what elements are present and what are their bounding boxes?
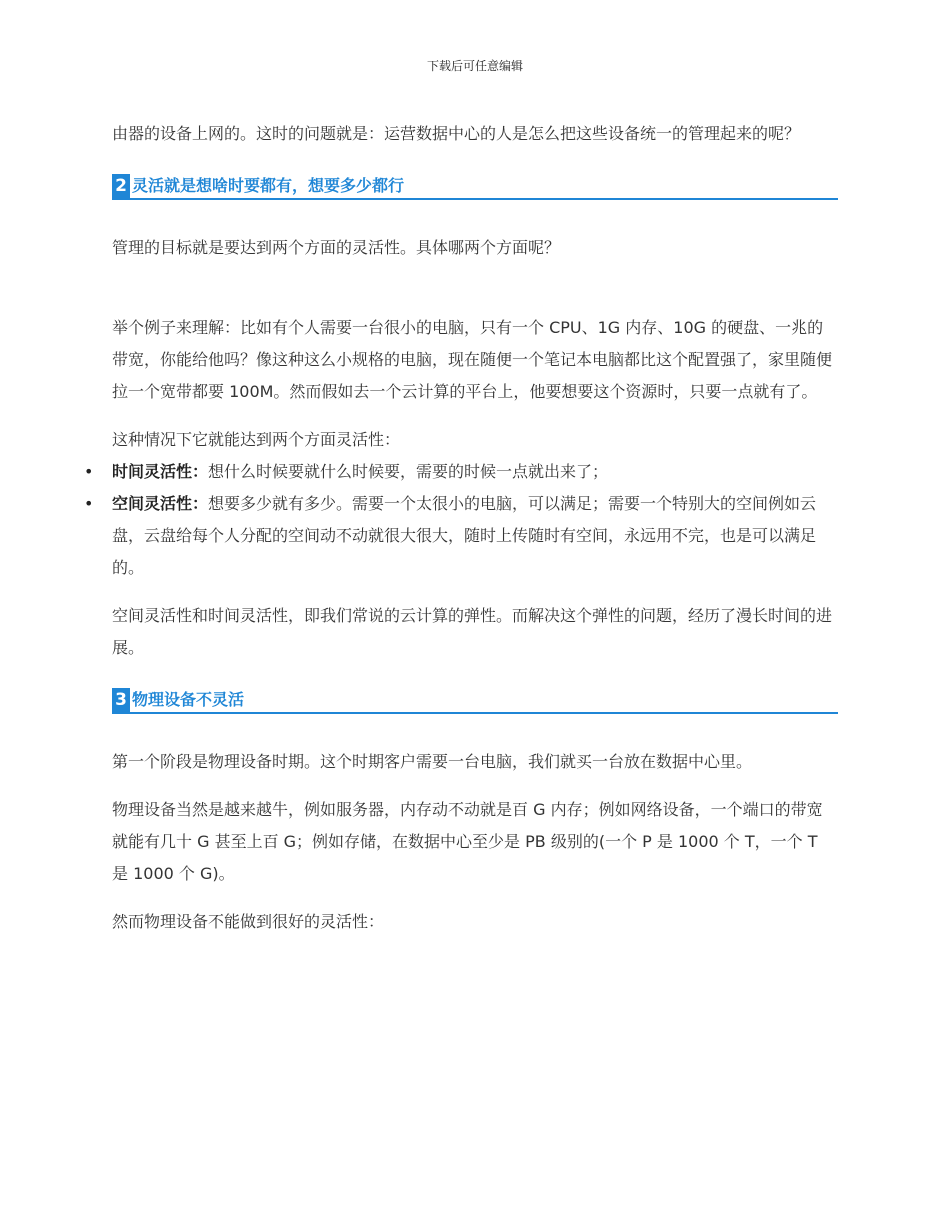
paragraph-physical-inflexible: 然而物理设备不能做到很好的灵活性： <box>112 912 385 931</box>
section-heading-2 <box>112 174 838 200</box>
document-body <box>84 118 838 938</box>
section-heading-3 <box>112 688 838 714</box>
section-title: 物理设备不灵活 <box>132 690 245 709</box>
bullet-text: 想要多少就有多少。需要一个太很小的电脑，可以满足；需要一个特别大的空间例如云盘，云盘给每个人分配的空间动不动就很大很大，随时上传随时有空间，永远用不完，也是可以满足的。 <box>112 494 817 577</box>
bullet-icon: • <box>84 462 94 481</box>
spacer <box>112 584 838 600</box>
section-number-badge: 2 <box>112 174 130 198</box>
paragraph-physical-devices: 物理设备当然是越来越牛，例如服务器，内存动不动就是百 G 内存；例如网络设备，一个端口的带宽就能有几十 G 甚至上百 G；例如存储，在数据中心至少是 PB 级别的(一个 P 是 1000 个 T，一个 T 是 1000 个 G)。 <box>112 800 823 883</box>
spacer <box>112 408 838 424</box>
paragraph-physical-stage: 第一个阶段是物理设备时期。这个时期客户需要一台电脑，我们就买一台放在数据中心里。 <box>112 752 753 771</box>
bullet-term: 空间灵活性： <box>112 494 209 513</box>
page-header-note: 下载后可任意编辑 <box>426 59 523 73</box>
bullet-term: 时间灵活性： <box>112 462 209 481</box>
paragraph-example: 举个例子来理解：比如有个人需要一台很小的电脑，只有一个 CPU、1G 内存、10G 的硬盘、一兆的带宽，你能给他吗？像这种这么小规格的电脑，现在随便一个笔记本电脑都比这个配置强了，家里随便拉一个宽带都要 100M。然而假如去一个云计算的平台上，他要想要这个资源时，只要一点就有了。 <box>112 318 833 401</box>
paragraph-elasticity: 空间灵活性和时间灵活性，即我们常说的云计算的弹性。而解决这个弹性的问题，经历了漫长时间的进展。 <box>112 606 833 657</box>
paragraph-management-goal: 管理的目标就是要达到两个方面的灵活性。具体哪两个方面呢？ <box>112 238 561 257</box>
flexibility-list <box>84 456 838 584</box>
section-number-badge: 3 <box>112 688 130 712</box>
bullet-text: 想什么时候要就什么时候要，需要的时候一点就出来了； <box>208 462 609 481</box>
spacer <box>112 264 838 312</box>
section-title: 灵活就是想啥时要都有，想要多少都行 <box>132 176 405 195</box>
paragraph-flexibility-intro: 这种情况下它就能达到两个方面灵活性： <box>112 430 401 449</box>
bullet-icon: • <box>84 494 94 513</box>
list-item-time-flexibility <box>84 456 838 488</box>
spacer <box>112 778 838 794</box>
spacer <box>112 890 838 906</box>
paragraph-intro: 由器的设备上网的。这时的问题就是：运营数据中心的人是怎么把这些设备统一的管理起来的呢？ <box>112 124 801 143</box>
list-item-space-flexibility <box>84 488 838 584</box>
